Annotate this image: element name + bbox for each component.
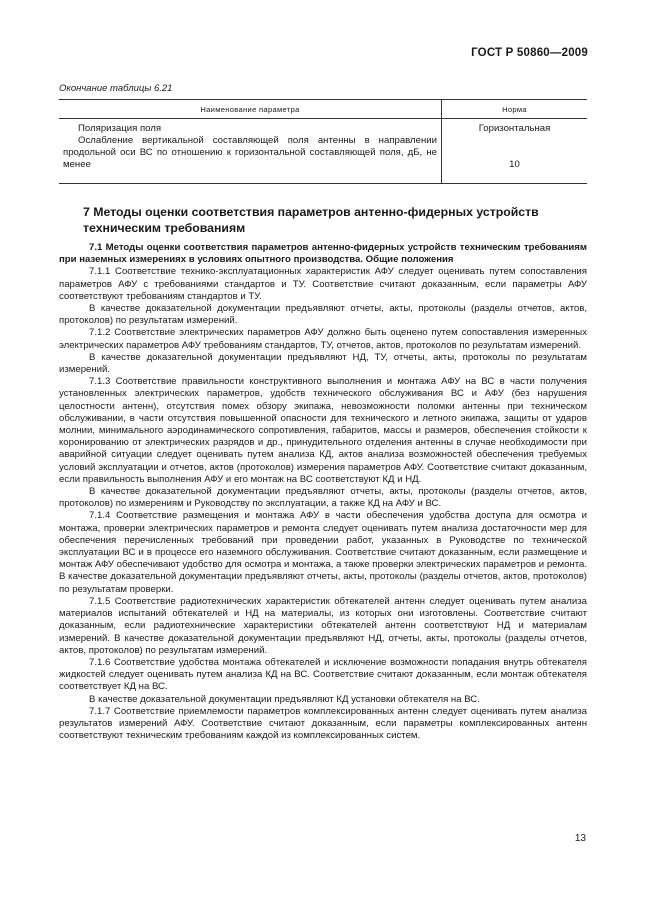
section-heading: 7 Методы оценки соответствия параметров антенно-фидерных устройств техническим требованиям — [83, 205, 539, 235]
paragraph: 7.1.2 Соответствие электрических параметров АФУ должно быть оценено путем сопоставления измеренных электрических параметров АФУ требованиям стандартов, ТУ, отчетов, актов, протоколов по результатам измерений. — [59, 327, 587, 351]
norm-cell — [442, 119, 588, 184]
table-continuation-caption: Окончание таблицы 6.21 — [59, 83, 173, 94]
norm-value: 10 — [509, 159, 520, 170]
paragraph: 7.1.4 Соответствие размещения и монтажа АФУ в части обеспечения удобства доступа для осмотра и монтажа, проверки электрических параметров и ремонта следует оценивать путем анализа достаточности мер для обеспечения перечисленных требований при проведении работ, указанных в Руководстве по технической эксплуатации ВС и в процессе его наземного обслуживания. Соответствие считают доказанным, если размещение и монтаж АФУ обеспечивают удобство для осмотра и монтажа, а также проверки электрических параметров и ремонта. В качестве доказательной документации предъявляют отчеты, акты, протоколы (разделы отчетов, актов, протоколов) по результатам проверки. — [59, 510, 588, 595]
paragraph: В качестве доказательной документации предъявляют отчеты, акты, протоколы (разделы отчетов, актов, протоколов) по результатам измерений. — [59, 303, 587, 327]
standard-header: ГОСТ Р 50860—2009 — [471, 47, 588, 59]
paragraph: В качестве доказательной документации предъявляют НД, ТУ, отчеты, акты, протоколы по результатам измерений. — [59, 351, 587, 376]
column-header-norm: Норма — [442, 100, 588, 119]
parameter-name: Ослабление вертикальной составляющей поля антенны в направлении продольной оси ВС по отношению к горизонтальной составляющей поля, дБ, не менее — [63, 135, 437, 170]
page-number: 13 — [574, 833, 586, 844]
paragraph: 7.1.7 Соответствие приемлемости параметров комплексированных антенн следует оценивать путем анализа результатов измерений АФУ. Соответствие считают доказанным, если параметры комплексированных антенн соответствуют техническим требованиям каждой из комплексированных систем. — [59, 705, 587, 742]
norm-value: Горизонтальная — [478, 123, 551, 134]
parameters-table — [59, 99, 587, 184]
paragraph: 7.1.6 Соответствие удобства монтажа обтекателей и исключение возможности попадания внутрь обтекателя жидкостей следует оценивать путем анализа КД на ВС. Соответствие считают доказанным, если монтаж обтекателя соответствует КД на ВС. — [59, 656, 587, 693]
subsection-heading: 7.1 Методы оценки соответствия параметров антенно-фидерных устройств техническим требованиям при наземных измерениях в условиях опытного производства. Общие положения — [59, 242, 587, 266]
paragraph: В качестве доказательной документации предъявляют отчеты, акты, протоколы (разделы отчетов, актов, протоколов) по измерениям и Руководству по эксплуатации, а также КД на АФУ и ВС. — [59, 486, 587, 510]
parameter-cell — [59, 119, 442, 184]
column-header-parameter: Наименование параметра — [59, 100, 442, 119]
body-text — [59, 242, 587, 742]
table-row — [59, 119, 587, 184]
paragraph: 7.1.1 Соответствие технико-эксплуатационных характеристик АФУ следует оценивать путем сопоставления параметров АФУ с требованиями стандартов и ТУ. Соответствие считают доказанным, если параметры АФУ соответствуют требованиям стандартов и ТУ. — [59, 266, 587, 302]
parameter-name: Поляризация поля — [78, 123, 162, 134]
paragraph: 7.1.5 Соответствие радиотехнических характеристик обтекателей антенн следует оценивать путем анализа материалов испытаний обтекателей и НД на материалы, из которых они изготовлены. Соответствие считают доказанным, если радиотехнические характеристики обтекателей антенн соответствуют НД и материалам измерений. В качестве доказательной документации предъявляют НД, отчеты, акты, протоколы (разделы отчетов, актов, протоколов) по результатам измерений. — [59, 595, 587, 656]
paragraph: В качестве доказательной документации предъявляют КД установки обтекателя на ВС. — [89, 693, 480, 705]
paragraph: 7.1.3 Соответствие правильности конструктивного выполнения и монтажа АФУ на ВС в части получения установленных электрических параметров, удобств технического обслуживания ВС и АФУ (без нарушения целостности антенн), отсутствия помех обзору экипажа, невозможности поломки антенны при техническом обслуживании, в части отсутствия повышенной опасности для технического и летного экипажа, защиты от ударов молнии, минимального аэродинамического сопротивления, габаритов, массы и размеров, обеспечения стойкости к коронированию от электрических разрядов и др., принудительного отделения антенны в случае необходимости при аварийной ситуации следует оценивать путем анализа КД, актов анализа возможностей обеспечения требуемых условий эксплуатации и отчетов, актов (протоколов) измерения параметров АФУ. Соответствие считают доказанным, если правильность выполнения АФУ и его монтаж на ВС соответствуют КД и НД. — [59, 376, 587, 485]
table-header-row — [59, 100, 587, 119]
